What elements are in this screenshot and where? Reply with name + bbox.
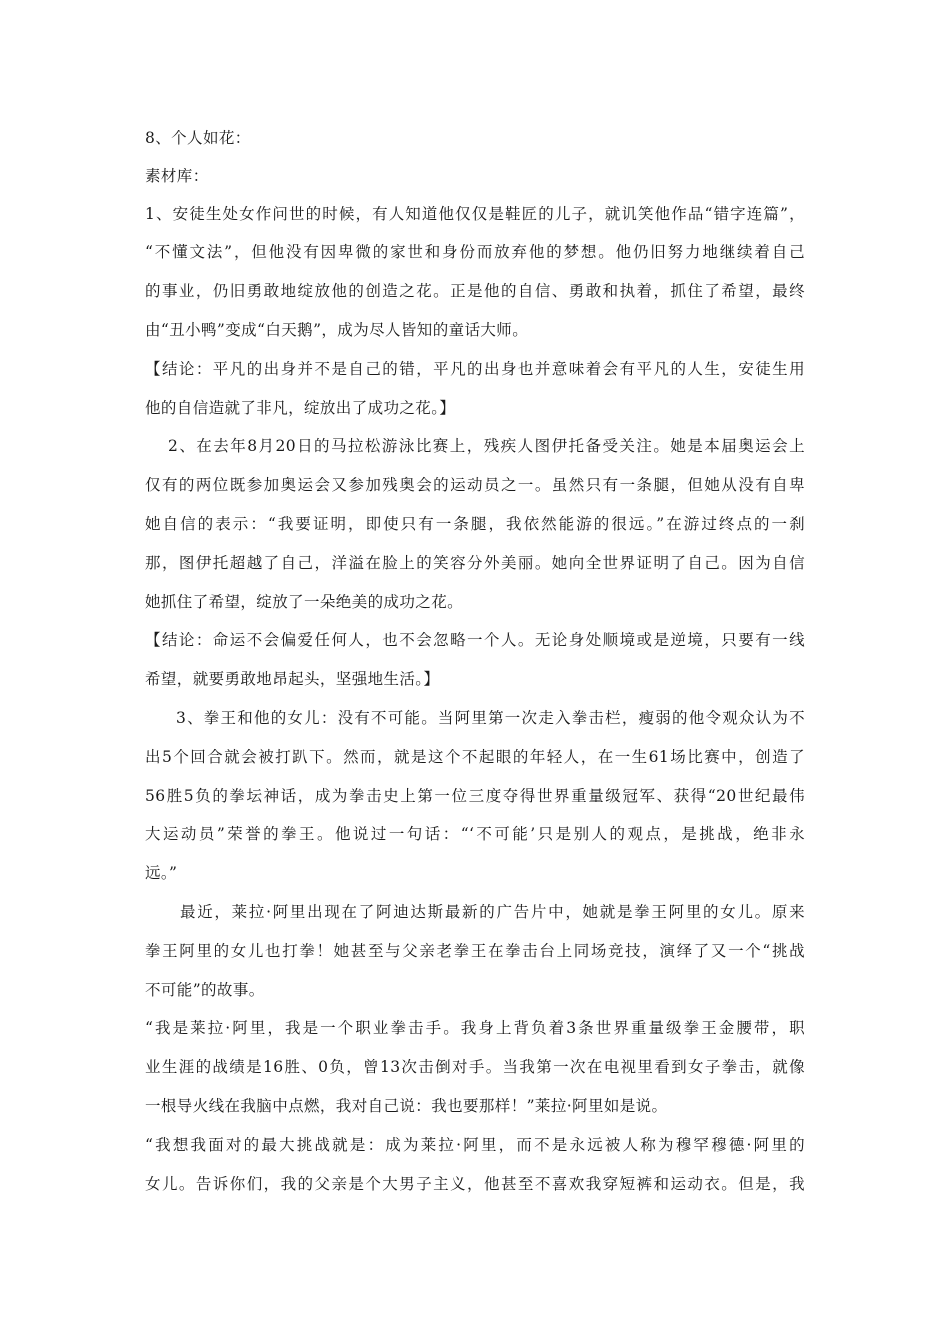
story3-line-5: 远。” [145,864,178,882]
story1-line-2: “不懂文法”，但他没有因卑微的家世和身份而放弃他的梦想。他仍旧努力地继续着自己 [145,243,805,261]
story2-line-1: 2、在去年8月20日的马拉松游泳比赛上，残疾人图伊托备受关注。她是本届奥运会上 [168,437,805,455]
story3-para3-line-2: 业生涯的战绩是16胜、0负，曾13次击倒对手。当我第一次在电视里看到女子拳击，就像 [145,1058,805,1076]
story2-conclusion-line-1: 【结论：命运不会偏爱任何人，也不会忽略一个人。无论身处顺境或是逆境，只要有一线 [145,631,805,649]
story3-para3-line-1: “我是莱拉·阿里，我是一个职业拳击手。我身上背负着3条世界重量级拳王金腰带，职 [145,1019,805,1037]
story1-conclusion-line-2: 他的自信造就了非凡，绽放出了成功之花。】 [145,399,456,417]
material-library-label: 素材库： [145,167,209,185]
story1-conclusion-line-1: 【结论：平凡的出身并不是自己的错，平凡的出身也并意味着会有平凡的人生，安徒生用 [145,360,805,378]
story1-line-3: 的事业，仍旧勇敢地绽放他的创造之花。正是他的自信、勇敢和执着，抓住了希望，最终 [145,282,805,300]
story3-para4-line-2: 女儿。告诉你们，我的父亲是个大男子主义，他甚至不喜欢我穿短裤和运动衣。但是，我 [145,1175,805,1193]
story3-para2-line-2: 拳王阿里的女儿也打拳！她甚至与父亲老拳王在拳击台上同场竞技，演绎了又一个“挑战 [145,942,805,960]
story3-para2-line-1: 最近，莱拉·阿里出现在了阿迪达斯最新的广告片中，她就是拳王阿里的女儿。原来 [180,903,805,921]
story3-para2-line-3: 不可能”的故事。 [145,981,265,999]
story2-line-4: 那，图伊托超越了自己，洋溢在脸上的笑容分外美丽。她向全世界证明了自己。因为自信 [145,554,805,572]
story1-line-1: 1、安徒生处女作问世的时候，有人知道他仅仅是鞋匠的儿子，就讥笑他作品“错字连篇”， [145,205,805,223]
story3-line-4: 大运动员”荣誉的拳王。他说过一句话：“‘不可能’只是别人的观点，是挑战，绝非永 [145,825,805,843]
story3-line-3: 56胜5负的拳坛神话，成为拳击史上第一位三度夺得世界重量级冠军、获得“20世纪最伟 [145,787,805,805]
story2-line-5: 她抓住了希望，绽放了一朵绝美的成功之花。 [145,593,464,611]
story2-line-2: 仅有的两位既参加奥运会又参加残奥会的运动员之一。虽然只有一条腿，但她从没有自卑 [145,476,805,494]
story2-line-3: 她自信的表示：“我要证明，即使只有一条腿，我依然能游的很远。”在游过终点的一刹 [145,515,805,533]
story2-conclusion-line-2: 希望，就要勇敢地昂起头，坚强地生活。】 [145,670,440,688]
story3-line-1: 3、拳王和他的女儿：没有不可能。当阿里第一次走入拳击栏，瘦弱的他令观众认为不 [176,709,805,727]
story3-line-2: 出5个回合就会被打趴下。然而，就是这个不起眼的年轻人，在一生61场比赛中，创造了 [145,748,805,766]
story3-para4-line-1: “我想我面对的最大挑战就是：成为莱拉·阿里，而不是永远被人称为穆罕穆德·阿里的 [145,1136,805,1154]
story1-line-4: 由“丑小鸭”变成“白天鹅”，成为尽人皆知的童话大师。 [145,321,529,339]
story3-para3-line-3: 一根导火线在我脑中点燃，我对自己说：我也要那样！”莱拉·阿里如是说。 [145,1097,668,1115]
section-heading: 8、个人如花： [145,129,251,147]
